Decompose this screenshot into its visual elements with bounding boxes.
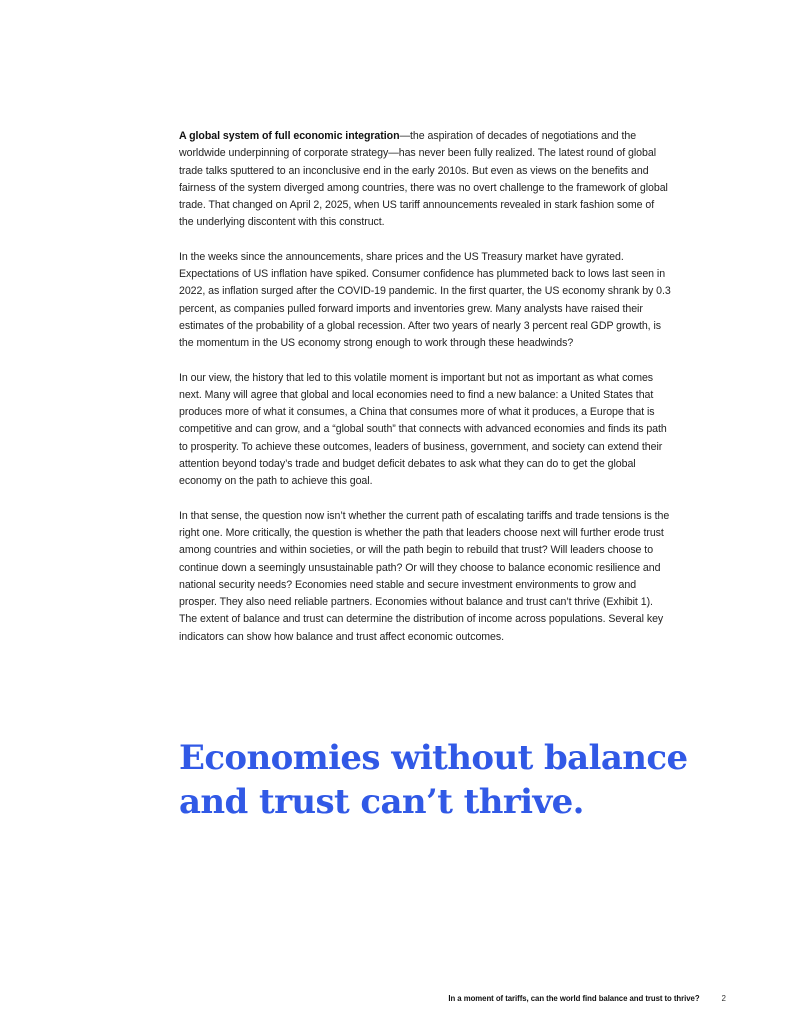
page-footer bbox=[300, 994, 726, 1003]
paragraph-1-text: —the aspiration of decades of negotiations and the worldwide underpinning of corporate strategy—has never been fully realized. The latest round of global trade talks sputtered to an inconclusive end in the early 2010s. But even as views on the benefits and fairness of the system diverged among countries, there was no overt challenge to the framework of global trade. That changed on April 2, 2025, when US tariff announcements revealed in stark fashion some of the underlying discontent with this construct. bbox=[179, 130, 668, 229]
paragraph-1-lead: A global system of full economic integration bbox=[179, 130, 400, 142]
article-body bbox=[179, 128, 671, 663]
paragraph-2: In the weeks since the announcements, share prices and the US Treasury market have gyrated. Expectations of US inflation have spiked. Consumer confidence has plummeted back to lows last seen in 2022, as inflation surged after the COVID-19 pandemic. In the first quarter, the US economy shrank by 0.3 percent, as companies pulled forward imports and inventories grew. Many analysts have raised their estimates of the probability of a global recession. After two years of nearly 3 percent real GDP growth, is the momentum in the US economy strong enough to work through these headwinds? bbox=[179, 250, 671, 350]
paragraph-1 bbox=[179, 128, 671, 232]
paragraph-3: In our view, the history that led to this volatile moment is important but not as important as what comes next. Many will agree that global and local economies need to find a new balance: a United States that produces more of what it consumes, a China that consumes more of what it produces, a Europe that is competitive and can grow, and a “global south” that connects with advanced economies and finds its path to prosperity. To achieve these outcomes, leaders of business, government, and society can extend their attention beyond today’s trade and budget deficit debates to ask what they can do to get the global economy on the path to achieve this goal. bbox=[179, 371, 667, 488]
page-number: 2 bbox=[721, 994, 726, 1003]
paragraph-4: In that sense, the question now isn’t whether the current path of escalating tariffs and trade tensions is the right one. More critically, the question is whether the path that leaders choose next will further erode trust among countries and within societies, or will the path begin to rebuild that trust? Will leaders choose to continue down a seemingly unsustainable path? Or will they choose to balance economic resilience and national security needs? Economies need stable and secure investment environments to grow and prosper. They also need reliable partners. Economies without balance and trust can’t thrive (Exhibit 1). The extent of balance and trust can determine the distribution of income across populations. Several key indicators can show how balance and trust affect economic outcomes. bbox=[179, 509, 670, 643]
pull-quote: Economies without balance and trust can’t thrive. bbox=[179, 738, 688, 822]
footer-title: In a moment of tariffs, can the world find balance and trust to thrive? bbox=[448, 994, 700, 1003]
